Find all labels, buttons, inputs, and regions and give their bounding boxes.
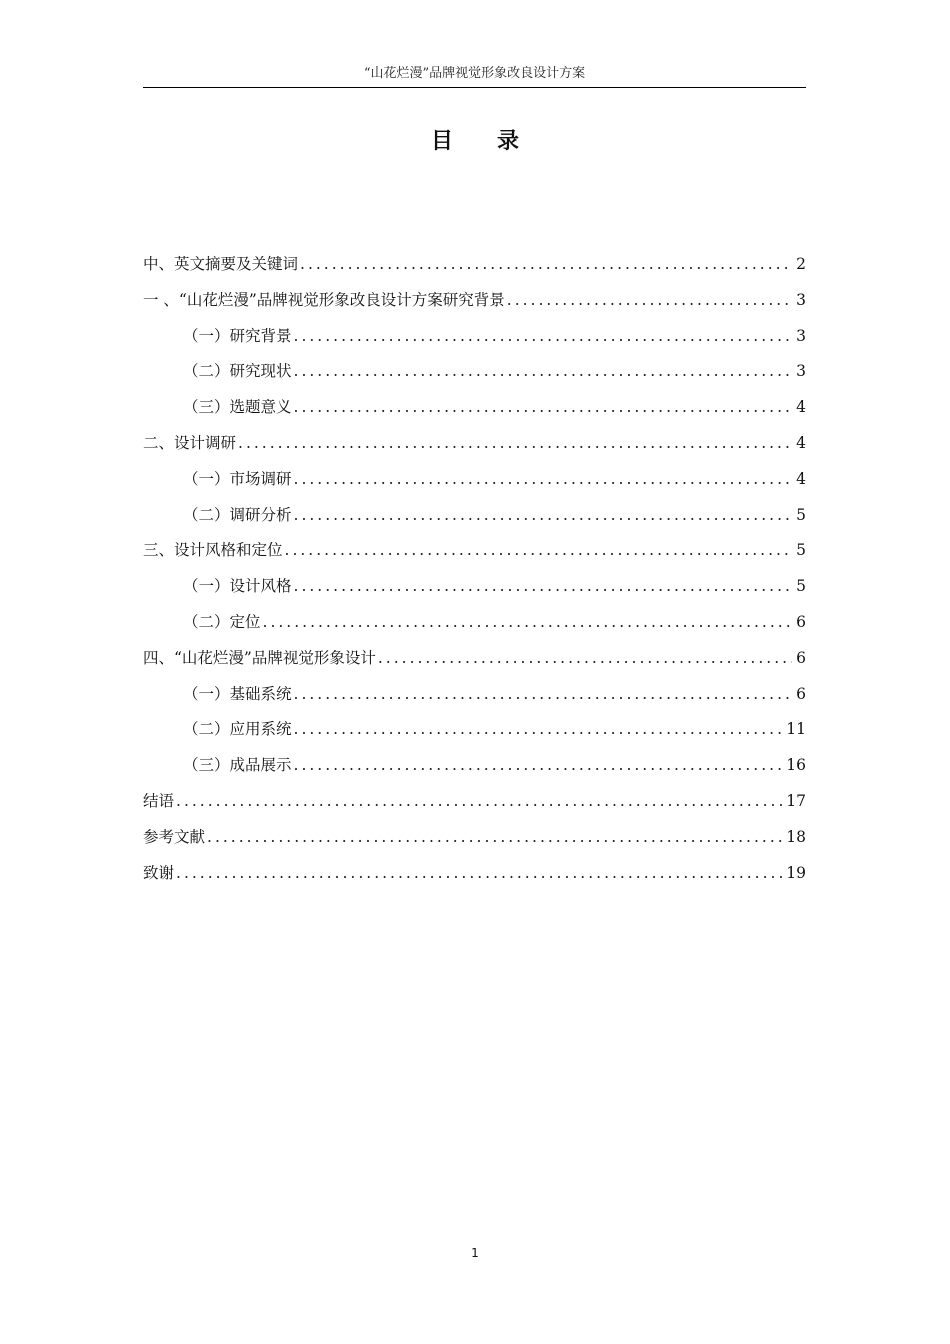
toc-entry-label: 中、英文摘要及关键词 bbox=[143, 255, 299, 273]
page-title: 目录 bbox=[430, 129, 563, 154]
toc-entry[interactable] bbox=[143, 462, 806, 498]
toc-entry-page: 4 bbox=[796, 398, 806, 417]
toc-entry-label: （一）研究背景 bbox=[183, 326, 292, 345]
toc-entry-page: 5 bbox=[796, 505, 806, 524]
toc-entry[interactable] bbox=[143, 569, 806, 605]
toc-entry-page: 3 bbox=[796, 290, 806, 309]
toc-dot-leader bbox=[294, 354, 793, 390]
toc-entry-page: 4 bbox=[796, 433, 806, 452]
toc-entry[interactable] bbox=[143, 641, 806, 677]
toc-entry[interactable] bbox=[143, 283, 806, 319]
toc-entry-page: 6 bbox=[796, 684, 806, 703]
toc-entry-page: 19 bbox=[786, 863, 806, 882]
toc-entry[interactable] bbox=[143, 712, 806, 748]
toc-entry-page: 18 bbox=[786, 827, 806, 846]
toc-dot-leader bbox=[294, 390, 793, 426]
toc-dot-leader bbox=[294, 569, 793, 605]
toc-entry-label: （二）研究现状 bbox=[183, 362, 292, 381]
toc-entry-page: 4 bbox=[796, 469, 806, 488]
toc-dot-leader bbox=[294, 712, 783, 748]
toc-entry-label: 四、“山花烂漫”品牌视觉形象设计 bbox=[143, 648, 376, 667]
toc-entry-page: 2 bbox=[796, 255, 806, 273]
toc-dot-leader bbox=[300, 247, 792, 283]
toc-dot-leader bbox=[263, 605, 793, 641]
toc-entry-page: 3 bbox=[796, 362, 806, 381]
toc-entry-label: （一）基础系统 bbox=[183, 684, 292, 703]
toc-entry-label: （二）调研分析 bbox=[183, 505, 292, 524]
toc-dot-leader bbox=[294, 748, 783, 784]
running-header: “山花烂漫”品牌视觉形象改良设计方案 bbox=[363, 66, 586, 81]
header-rule bbox=[143, 87, 806, 88]
toc-entry-page: 17 bbox=[786, 791, 806, 810]
toc-entry[interactable] bbox=[143, 354, 806, 390]
toc-entry-label: （二）定位 bbox=[183, 612, 261, 631]
toc-entry[interactable] bbox=[143, 533, 806, 569]
toc-dot-leader bbox=[176, 856, 782, 892]
toc-entry[interactable] bbox=[143, 856, 806, 892]
toc-entry-page: 6 bbox=[796, 648, 806, 667]
toc-dot-leader bbox=[294, 462, 793, 498]
toc-dot-leader bbox=[285, 533, 793, 569]
toc-dot-leader bbox=[507, 283, 792, 319]
toc-entry-page: 3 bbox=[796, 326, 806, 345]
toc-dot-leader bbox=[294, 677, 793, 713]
toc-entry-label: （二）应用系统 bbox=[183, 720, 292, 739]
toc-entry[interactable] bbox=[143, 247, 806, 283]
toc-dot-leader bbox=[294, 498, 793, 534]
toc-entry-label: 致谢 bbox=[143, 863, 175, 882]
toc-dot-leader bbox=[176, 784, 782, 820]
toc-entry[interactable] bbox=[143, 498, 806, 534]
toc-entry[interactable] bbox=[143, 390, 806, 426]
toc-entry[interactable] bbox=[143, 319, 806, 355]
toc-entry-label: 三、设计风格和定位 bbox=[143, 541, 283, 560]
page-number: 1 bbox=[471, 1246, 479, 1260]
toc-dot-leader bbox=[378, 641, 792, 677]
toc-entry-page: 11 bbox=[786, 720, 806, 739]
toc-dot-leader bbox=[207, 820, 782, 856]
toc-entry-label: 结语 bbox=[143, 791, 175, 810]
toc-entry-label: 二、设计调研 bbox=[143, 433, 237, 452]
toc-dot-leader bbox=[294, 319, 793, 355]
table-of-contents bbox=[143, 247, 806, 891]
toc-entry[interactable] bbox=[143, 426, 806, 462]
toc-entry[interactable] bbox=[143, 748, 806, 784]
toc-entry-label: （一）设计风格 bbox=[183, 577, 292, 596]
toc-entry-page: 6 bbox=[796, 612, 806, 631]
toc-dot-leader bbox=[238, 426, 792, 462]
toc-entry[interactable] bbox=[143, 820, 806, 856]
toc-entry-label: 参考文献 bbox=[143, 827, 206, 846]
toc-entry-label: （一）市场调研 bbox=[183, 469, 292, 488]
toc-entry[interactable] bbox=[143, 784, 806, 820]
toc-entry-page: 5 bbox=[796, 541, 806, 560]
toc-entry-page: 5 bbox=[796, 577, 806, 596]
toc-entry-label: （三）选题意义 bbox=[183, 398, 292, 417]
toc-entry-page: 16 bbox=[786, 756, 806, 775]
toc-entry-label: （三）成品展示 bbox=[183, 756, 292, 775]
toc-entry[interactable] bbox=[143, 605, 806, 641]
toc-entry-label: 一 、“山花烂漫”品牌视觉形象改良设计方案研究背景 bbox=[143, 290, 505, 309]
toc-entry[interactable] bbox=[143, 677, 806, 713]
